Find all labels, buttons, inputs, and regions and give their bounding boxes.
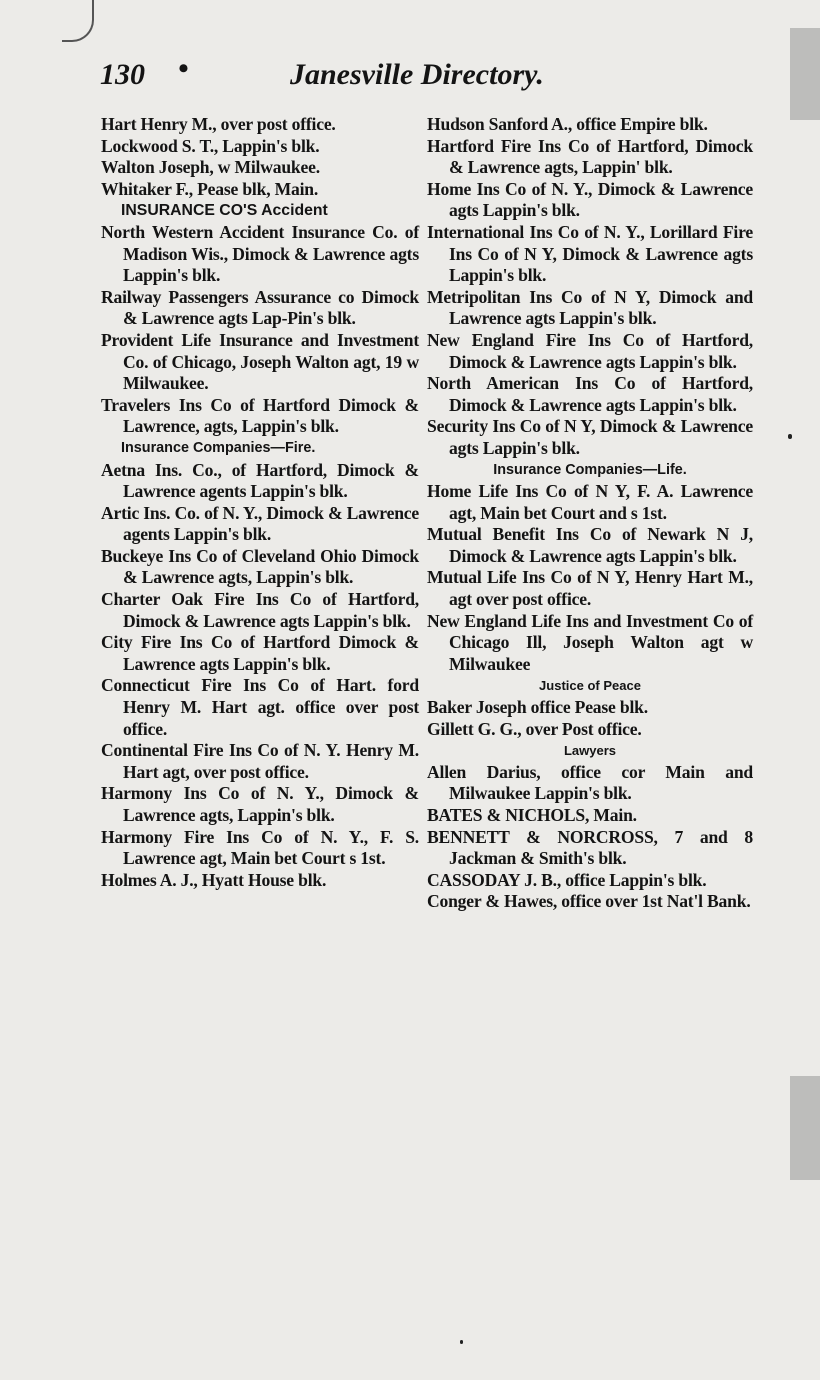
directory-entry: Conger & Hawes, office over 1st Nat'l Bank. <box>427 891 751 912</box>
directory-entry: Charter Oak Fire Ins Co of Hartford, Dimock & Lawrence agts Lappin's blk. <box>101 589 419 631</box>
directory-entry: Baker Joseph office Pease blk. <box>427 697 648 718</box>
directory-entry: Walton Joseph, w Milwaukee. <box>101 157 320 178</box>
section-heading: Insurance Companies—Fire. <box>121 439 316 456</box>
section-heading: Justice of Peace <box>539 678 641 694</box>
directory-entry: Metripolitan Ins Co of N Y, Dimock and Lawrence agts Lappin's blk. <box>427 286 753 329</box>
directory-entry: Hudson Sanford A., office Empire blk. <box>427 114 708 134</box>
left-column <box>101 114 419 891</box>
directory-entry: Allen Darius, office cor Main and Milwaukee Lappin's blk. <box>427 761 753 804</box>
directory-entry: Harmony Fire Ins Co of N. Y., F. S. Lawrence agt, Main bet Court s 1st. <box>101 826 419 869</box>
directory-entry: Mutual Life Ins Co of N Y, Henry Hart M., agt over post office. <box>427 567 753 610</box>
directory-entry: Whitaker F., Pease blk, Main. <box>101 178 319 199</box>
page-header <box>100 52 740 98</box>
directory-entry: New England Life Ins and Investment Co of Chicago Ill, Joseph Walton agt w Milwaukee <box>427 610 753 674</box>
page-edge-mark <box>62 0 94 42</box>
directory-entry: North Western Accident Insurance Co. of Madison Wis., Dimock & Lawrence agts Lappin's blk. <box>101 221 419 286</box>
directory-entry: Gillett G. G., over Post office. <box>427 718 642 739</box>
directory-entry: New England Fire Ins Co of Hartford, Dimock & Lawrence agts Lappin's blk. <box>427 329 753 372</box>
section-heading: INSURANCE CO'S Accident <box>121 202 328 220</box>
directory-entry: International Ins Co of N. Y., Lorillard Fire Ins Co of N Y, Dimock & Lawrence agts Lappin's blk. <box>427 221 753 286</box>
directory-entry: Lockwood S. T., Lappin's blk. <box>101 135 320 156</box>
directory-entry: CASSODAY J. B., office Lappin's blk. <box>427 869 707 890</box>
directory-entry: Holmes A. J., Hyatt House blk. <box>101 869 327 890</box>
directory-entry: Security Ins Co of N Y, Dimock & Lawrence agts Lappin's blk. <box>427 416 753 458</box>
ink-speck <box>460 1340 463 1344</box>
directory-entry: Connecticut Fire Ins Co of Hart. ford Henry M. Hart agt. office over post office. <box>101 675 419 739</box>
directory-entry: Artic Ins. Co. of N. Y., Dimock & Lawrence agents Lappin's blk. <box>101 502 419 545</box>
directory-entry: Harmony Ins Co of N. Y., Dimock & Lawrence agts, Lappin's blk. <box>101 783 419 825</box>
section-heading: Lawyers <box>563 743 617 759</box>
directory-entry: BENNETT & NORCROSS, 7 and 8 Jackman & Smith's blk. <box>427 826 753 869</box>
directory-entry: Buckeye Ins Co of Cleveland Ohio Dimock & Lawrence agts, Lappin's blk. <box>101 545 419 588</box>
directory-entry: North American Ins Co of Hartford, Dimock & Lawrence agts Lappin's blk. <box>427 373 753 415</box>
directory-entry: Home Life Ins Co of N Y, F. A. Lawrence agt, Main bet Court and s 1st. <box>427 481 753 523</box>
page-edge-tab-bottom <box>790 1076 820 1180</box>
directory-entry: Continental Fire Ins Co of N. Y. Henry M. Hart agt, over post office. <box>101 740 419 782</box>
right-column <box>427 114 753 913</box>
directory-entry: Hart Henry M., over post office. <box>101 114 336 134</box>
directory-entry: BATES & NICHOLS, Main. <box>427 805 637 825</box>
ink-speck <box>788 434 792 439</box>
directory-entry: Home Ins Co of N. Y., Dimock & Lawrence agts Lappin's blk. <box>427 178 753 221</box>
directory-entry: Provident Life Insurance and Investment Co. of Chicago, Joseph Walton agt, 19 w Milwaukee. <box>101 329 419 394</box>
directory-entry: Railway Passengers Assurance co Dimock & Lawrence agts Lap-Pin's blk. <box>101 286 419 329</box>
directory-entry: Travelers Ins Co of Hartford Dimock & Lawrence, agts, Lappin's blk. <box>101 394 419 437</box>
header-bullet: • <box>178 52 189 85</box>
running-title: Janesville Directory. <box>290 58 544 91</box>
directory-entry: Hartford Fire Ins Co of Hartford, Dimock & Lawrence agts, Lappin' blk. <box>427 135 753 178</box>
section-heading: Insurance Companies—Life. <box>493 461 687 478</box>
directory-entry: Aetna Ins. Co., of Hartford, Dimock & Lawrence agents Lappin's blk. <box>101 459 419 502</box>
directory-entry: Mutual Benefit Ins Co of Newark N J, Dimock & Lawrence agts Lappin's blk. <box>427 524 753 566</box>
page-number: 130 <box>100 58 145 91</box>
page-edge-tab-top <box>790 28 820 120</box>
directory-entry: City Fire Ins Co of Hartford Dimock & Lawrence agts Lappin's blk. <box>101 632 419 674</box>
